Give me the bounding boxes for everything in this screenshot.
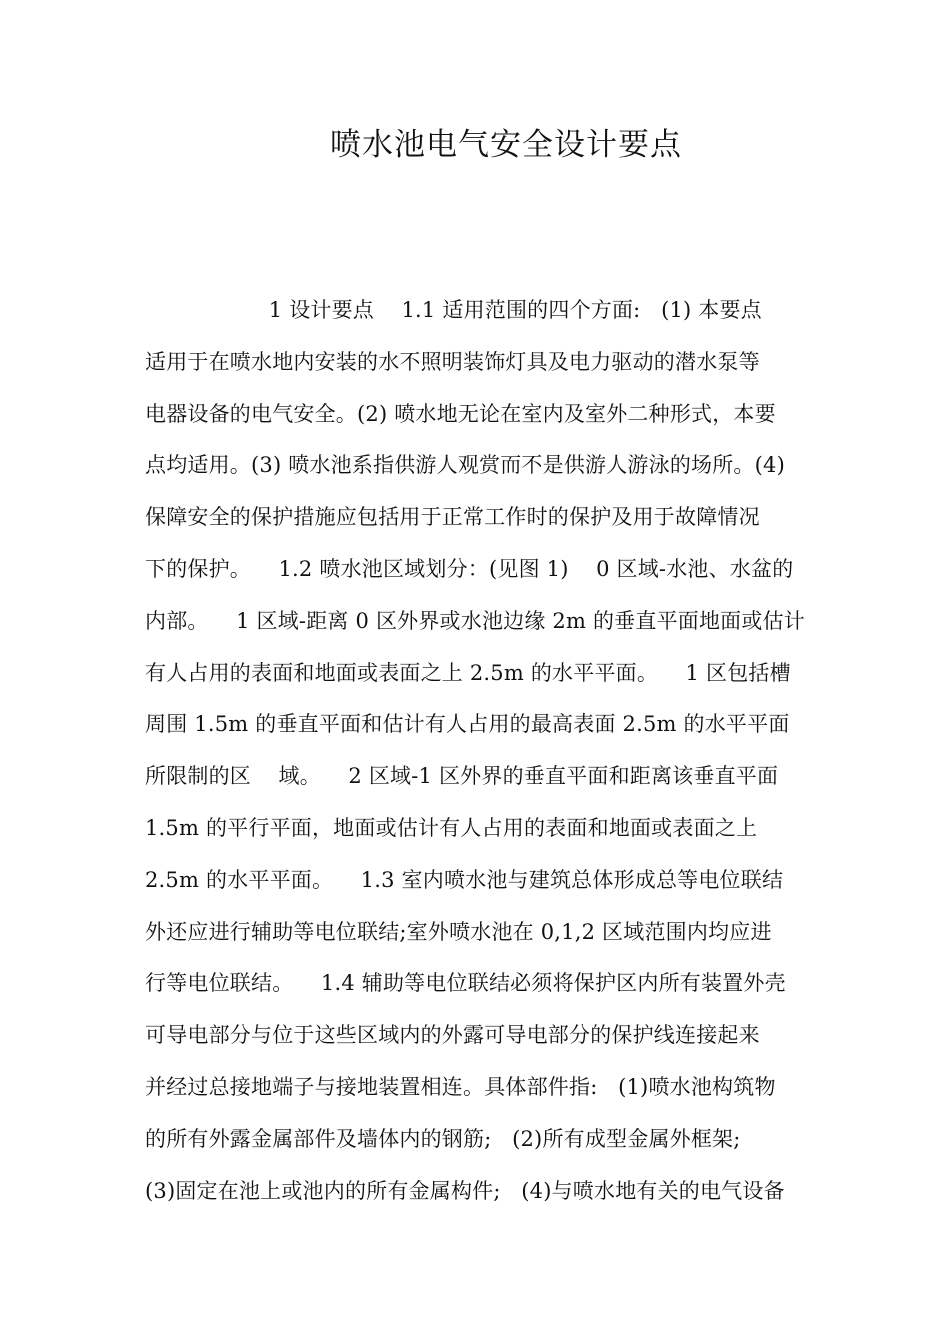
body-line: 1 设计要点 1.1 适用范围的四个方面: (1) 本要点 — [145, 298, 762, 322]
body-line: 行等电位联结。 1.4 辅助等电位联结必须将保护区内所有装置外壳 — [145, 971, 786, 996]
body-line: 电器设备的电气安全。(2) 喷水地无论在室内及室外二种形式，本要 — [145, 401, 776, 426]
body-line: 可导电部分与位于这些区域内的外露可导电部分的保护线连接起来 — [145, 1023, 760, 1048]
body-line: (3)固定在池上或池内的所有金属构件; (4)与喷水地有关的电气设备 — [145, 1178, 785, 1203]
body-line: 保障安全的保护措施应包括用于正常工作时的保护及用于故障情况 — [145, 505, 760, 530]
body-line: 1.5m 的平行平面，地面或估计有人占用的表面和地面或表面之上 — [145, 815, 758, 840]
body-line: 周围 1.5m 的垂直平面和估计有人占用的最高表面 2.5m 的水平平面 — [145, 712, 790, 737]
body-line: 2.5m 的水平平面。 1.3 室内喷水池与建筑总体形成总等电位联结 — [145, 867, 784, 892]
body-line: 的所有外露金属部件及墙体内的钢筋; (2)所有成型金属外框架; — [145, 1126, 741, 1151]
body-line: 下的保护。 1.2 喷水池区域划分：(见图 1) 0 区域-水池、水盆的 — [145, 556, 794, 581]
body-line: 有人占用的表面和地面或表面之上 2.5m 的水平平面。 1 区包括槽 — [145, 660, 791, 685]
body-line: 适用于在喷水地内安装的水不照明装饰灯具及电力驱动的潜水泵等 — [145, 349, 760, 374]
body-line: 外还应进行辅助等电位联结;室外喷水池在 0,1,2 区域范围内均应进 — [145, 919, 772, 944]
document-body — [145, 289, 815, 1221]
body-line: 并经过总接地端子与接地装置相连。具体部件指: (1)喷水池构筑物 — [145, 1074, 776, 1099]
body-line: 点均适用。(3) 喷水池系指供游人观赏而不是供游人游泳的场所。(4) — [145, 453, 785, 478]
body-line: 所限制的区 域。 2 区域-1 区外界的垂直平面和距离该垂直平面 — [145, 764, 779, 789]
body-line: 内部。 1 区域-距离 0 区外界或水池边缘 2m 的垂直平面地面或估计 — [145, 608, 805, 633]
document-title: 喷水池电气安全设计要点 — [330, 127, 682, 163]
